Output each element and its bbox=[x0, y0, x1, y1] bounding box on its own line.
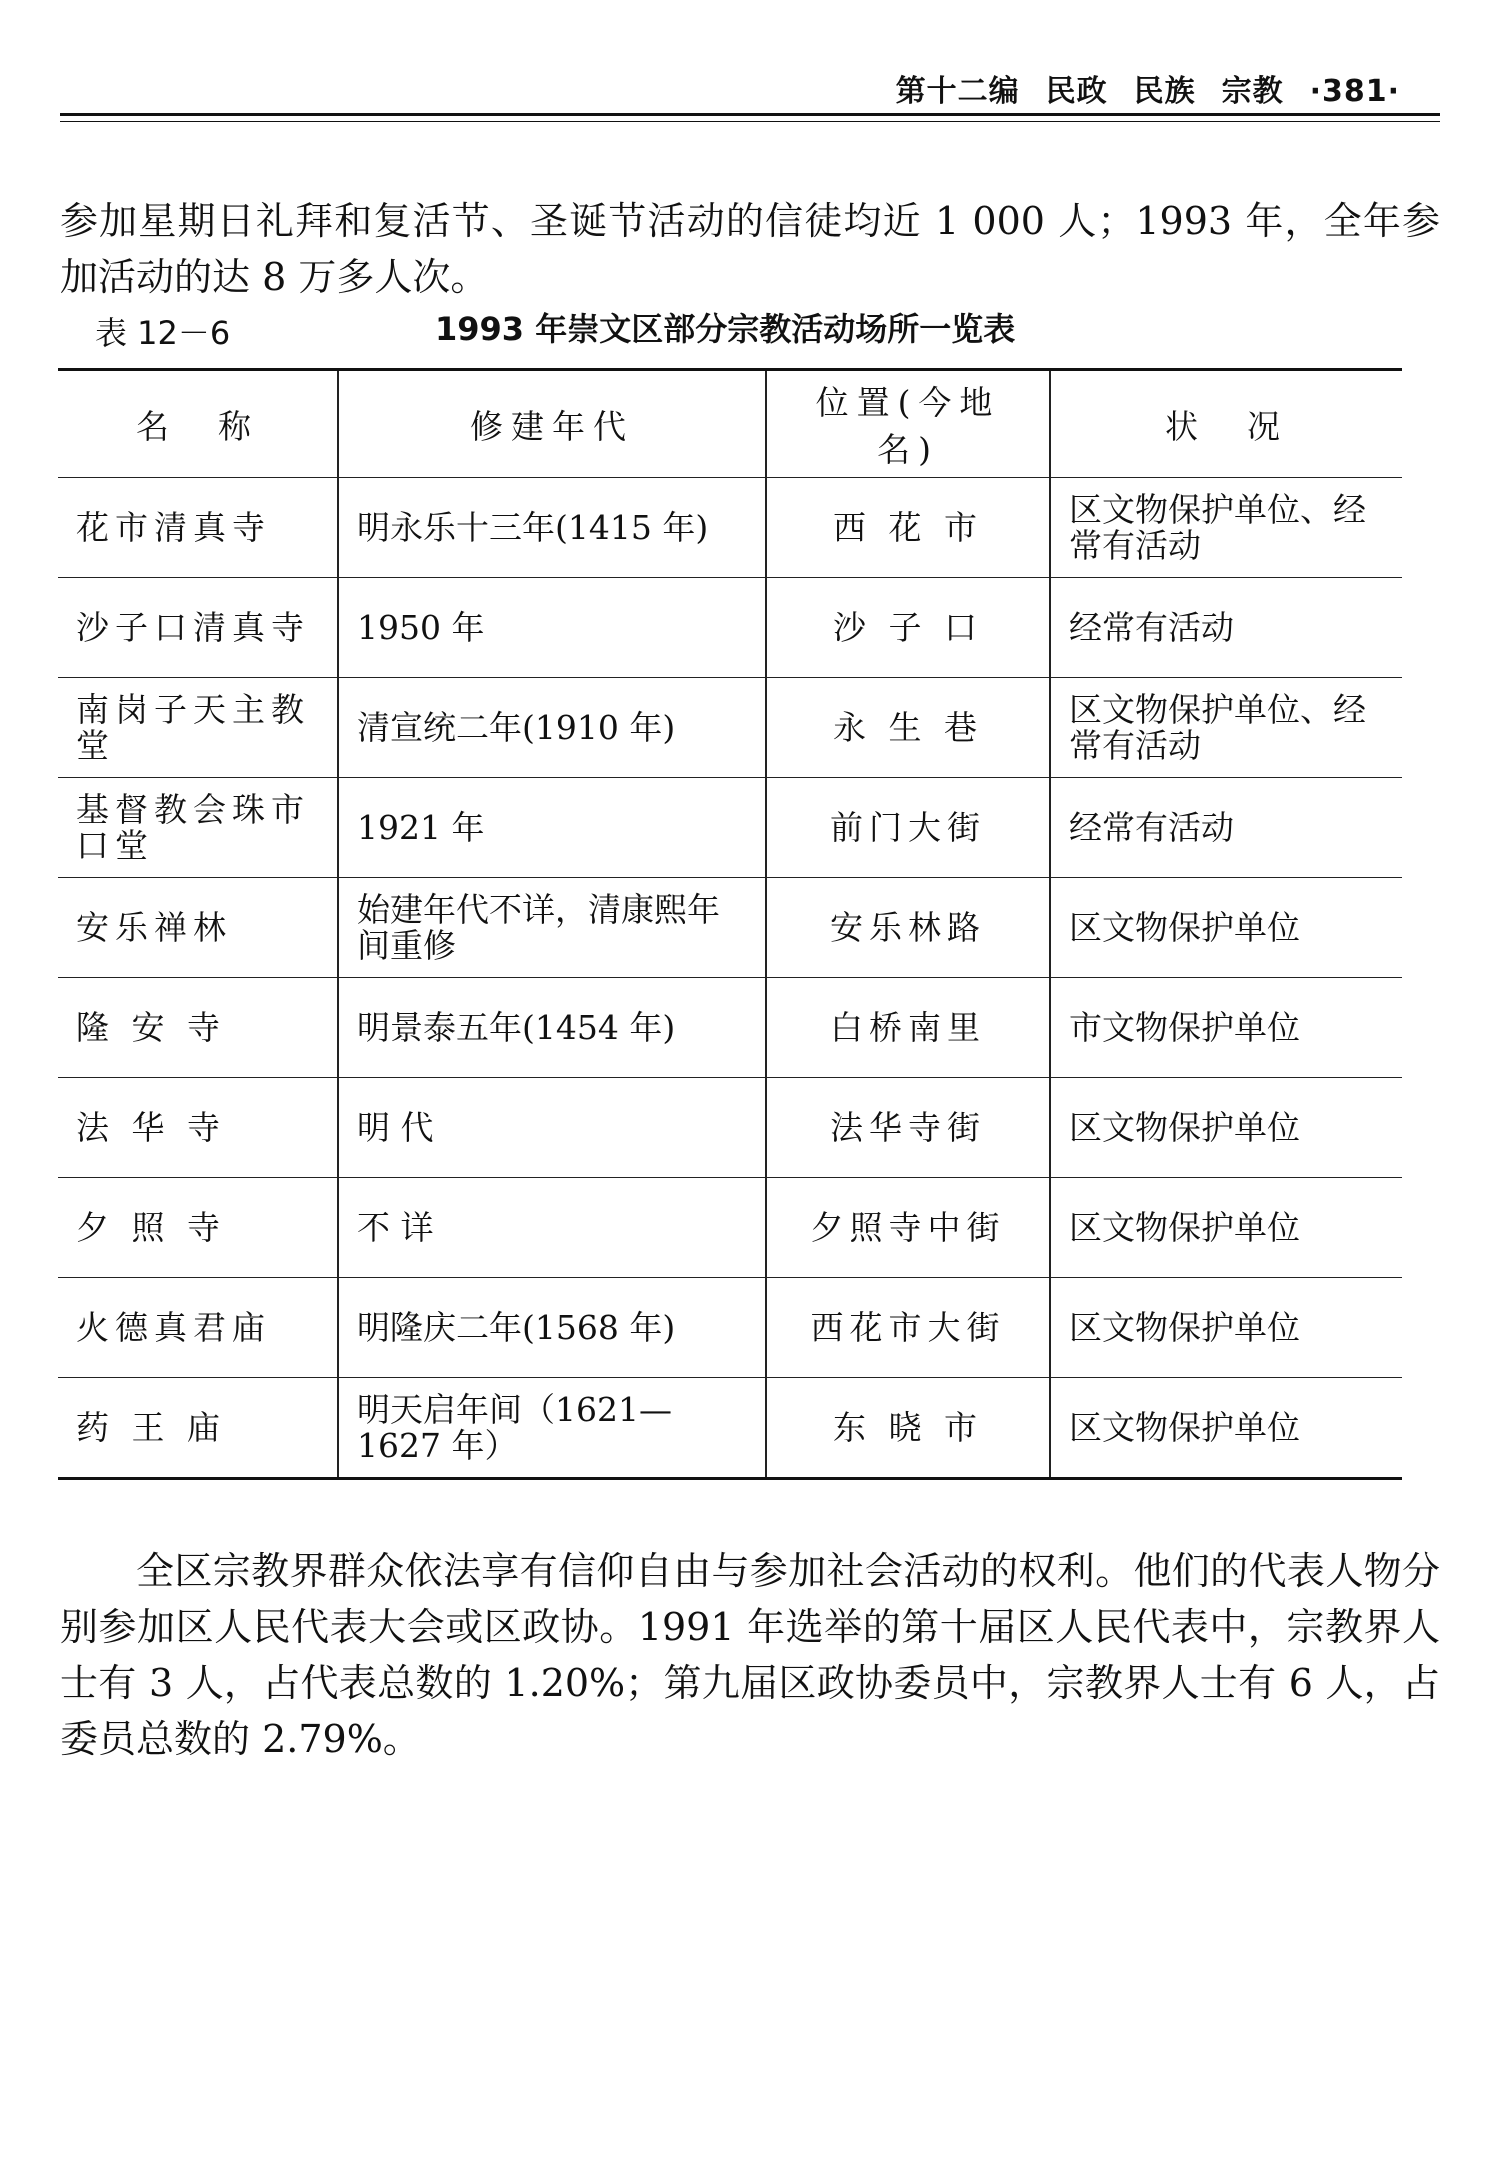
column-header-location: 位置(今地名) bbox=[766, 370, 1050, 478]
site-status: 经常有活动 bbox=[1050, 778, 1402, 878]
table-label: 表 12－6 bbox=[95, 314, 231, 352]
paragraph-representation: 全区宗教界群众依法享有信仰自由与参加社会活动的权利。他们的代表人物分别参加区人民代表大会或区政协。1991 年选举的第十届区人民代表中，宗教界人士有 3 人，占代表总数的 1.20%；第九届区政协委员中，宗教界人士有 6 人，占委员总数的 2.79%。 bbox=[60, 1549, 1440, 1761]
table-row bbox=[58, 1378, 1402, 1479]
column-header-built: 修建年代 bbox=[338, 370, 766, 478]
column-header-status: 状 况 bbox=[1050, 370, 1402, 478]
site-location: 沙 子 口 bbox=[766, 578, 1050, 678]
site-status: 经常有活动 bbox=[1050, 578, 1402, 678]
site-built: 1950 年 bbox=[338, 578, 766, 678]
header-topic-religion: 宗教 bbox=[1221, 74, 1284, 109]
religious-sites-table bbox=[58, 368, 1402, 1480]
paragraph-continuation: 参加星期日礼拜和复活节、圣诞节活动的信徒均近 1 000 人；1993 年，全年参加活动的达 8 万多人次。 bbox=[60, 199, 1440, 299]
header-topic-civil-affairs: 民政 bbox=[1045, 74, 1108, 109]
running-header bbox=[0, 66, 1400, 110]
column-header-name: 名 称 bbox=[58, 370, 338, 478]
site-name: 法 华 寺 bbox=[58, 1078, 338, 1178]
site-status: 区文物保护单位、经常有活动 bbox=[1050, 678, 1402, 778]
site-location: 东 晓 市 bbox=[766, 1378, 1050, 1479]
site-name: 安乐禅林 bbox=[58, 878, 338, 978]
site-built: 1921 年 bbox=[338, 778, 766, 878]
table-row bbox=[58, 778, 1402, 878]
header-rule-thin bbox=[60, 121, 1440, 122]
table-row bbox=[58, 978, 1402, 1078]
site-name: 药 王 庙 bbox=[58, 1378, 338, 1479]
site-status: 区文物保护单位 bbox=[1050, 1078, 1402, 1178]
site-status: 市文物保护单位 bbox=[1050, 978, 1402, 1078]
table-title: 1993 年崇文区部分宗教活动场所一览表 bbox=[435, 310, 1016, 348]
header-rule-thick bbox=[60, 113, 1440, 116]
site-built: 明永乐十三年(1415 年) bbox=[338, 478, 766, 578]
site-location: 白桥南里 bbox=[766, 978, 1050, 1078]
header-section: 第十二编 bbox=[895, 74, 1020, 109]
table-row bbox=[58, 478, 1402, 578]
site-location: 法华寺街 bbox=[766, 1078, 1050, 1178]
site-name: 夕 照 寺 bbox=[58, 1178, 338, 1278]
site-built: 明隆庆二年(1568 年) bbox=[338, 1278, 766, 1378]
site-name: 花市清真寺 bbox=[58, 478, 338, 578]
site-built: 明 代 bbox=[338, 1078, 766, 1178]
header-topic-ethnicity: 民族 bbox=[1133, 74, 1196, 109]
site-location: 西花市大街 bbox=[766, 1278, 1050, 1378]
table-header-row bbox=[58, 370, 1402, 478]
site-built: 明天启年间（1621—1627 年） bbox=[338, 1378, 766, 1479]
table-row bbox=[58, 1078, 1402, 1178]
table-row bbox=[58, 578, 1402, 678]
site-built: 明景泰五年(1454 年) bbox=[338, 978, 766, 1078]
site-name: 隆 安 寺 bbox=[58, 978, 338, 1078]
site-name: 南岗子天主教堂 bbox=[58, 678, 338, 778]
page-number: ·381· bbox=[1309, 74, 1400, 109]
site-name: 基督教会珠市口堂 bbox=[58, 778, 338, 878]
site-location: 安乐林路 bbox=[766, 878, 1050, 978]
table-row bbox=[58, 1178, 1402, 1278]
site-location: 西 花 市 bbox=[766, 478, 1050, 578]
site-status: 区文物保护单位 bbox=[1050, 1378, 1402, 1479]
table-row bbox=[58, 1278, 1402, 1378]
site-built: 始建年代不详，清康熙年间重修 bbox=[338, 878, 766, 978]
site-location: 前门大街 bbox=[766, 778, 1050, 878]
site-name: 沙子口清真寺 bbox=[58, 578, 338, 678]
site-status: 区文物保护单位 bbox=[1050, 1178, 1402, 1278]
table-row bbox=[58, 678, 1402, 778]
site-location: 永 生 巷 bbox=[766, 678, 1050, 778]
site-status: 区文物保护单位 bbox=[1050, 878, 1402, 978]
site-built: 不 详 bbox=[338, 1178, 766, 1278]
site-location: 夕照寺中街 bbox=[766, 1178, 1050, 1278]
site-built: 清宣统二年(1910 年) bbox=[338, 678, 766, 778]
site-status: 区文物保护单位、经常有活动 bbox=[1050, 478, 1402, 578]
site-name: 火德真君庙 bbox=[58, 1278, 338, 1378]
table-row bbox=[58, 878, 1402, 978]
site-status: 区文物保护单位 bbox=[1050, 1278, 1402, 1378]
